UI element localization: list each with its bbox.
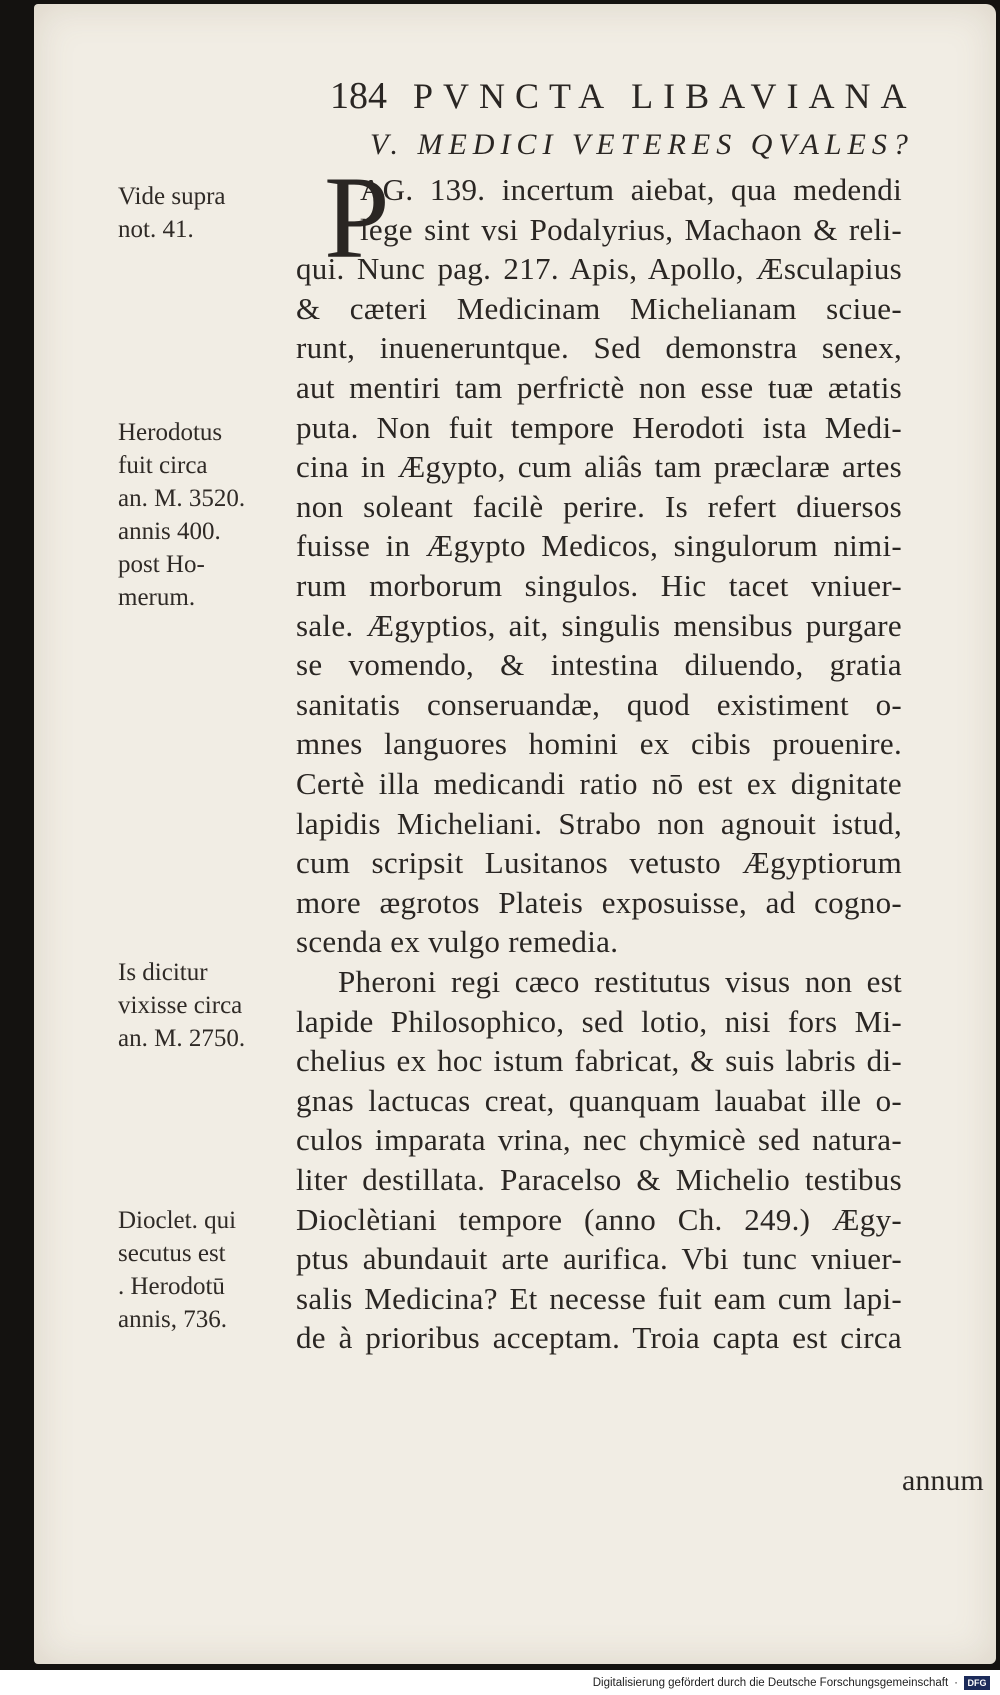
- dfg-logo: DFG: [964, 1676, 990, 1690]
- body-line: Pheroni regi cæco restitutus visus non est: [338, 964, 902, 999]
- book-page: [34, 4, 996, 1664]
- body-line: rum morborum singulos. Hic tacet vniuer-: [296, 568, 902, 603]
- body-line: Certè illa medicandi ratio nō est ex dignitate: [296, 766, 902, 801]
- margin-note-line: not. 41.: [118, 216, 194, 243]
- body-line: ptus abundauit arte aurifica. Vbi tunc vniuer-: [296, 1241, 902, 1277]
- body-line: puta. Non fuit tempore Herodoti ista Medi-: [296, 409, 902, 445]
- margin-note: [118, 416, 278, 614]
- body-line: lapidis Micheliani. Strabo non agnouit istud,: [296, 805, 902, 841]
- margin-note-line: . Herodotū: [118, 1273, 225, 1300]
- body-line: sale. Ægyptios, ait, singulis mensibus purgare: [296, 607, 902, 643]
- margin-note-line: secutus est: [118, 1240, 226, 1267]
- margin-note-line: vixisse circa: [118, 992, 243, 1019]
- body-line: se vomendo, & intestina diluendo, gratia: [296, 647, 902, 683]
- digitization-credit: Digitalisierung gefördert durch die Deutsche Forschungsgemeinschaft · DFG: [0, 1672, 990, 1694]
- margin-note-line: fuit circa: [118, 452, 208, 479]
- body-line: more ægrotos Plateis exposuisse, ad cogno-: [296, 884, 902, 920]
- margin-note-line: an. M. 2750.: [118, 1025, 246, 1052]
- body-line: de à prioribus acceptam. Troia capta est circa: [296, 1320, 902, 1356]
- body-line: non soleant facilè perire. Is refert diuersos: [296, 488, 902, 524]
- running-head: [330, 74, 930, 126]
- body-line: fuisse in Ægypto Medicos, singulorum nimi-: [296, 528, 902, 564]
- margin-note-line: annis 400.: [118, 518, 221, 545]
- body-line: AG. 139. incertum aiebat, qua medendi: [360, 172, 902, 207]
- body-line: chelius ex hoc istum fabricat, & suis labris di-: [296, 1043, 902, 1079]
- page-number: 184: [330, 75, 387, 117]
- margin-note-line: Dioclet. qui: [118, 1207, 237, 1234]
- margin-note-line: an. M. 3520.: [118, 485, 246, 512]
- body-line: scenda ex vulgo remedia.: [296, 924, 619, 960]
- margin-note: [118, 180, 278, 246]
- margin-note-line: Vide supra: [118, 183, 226, 210]
- body-line: gnas lactucas creat, quanquam lauabat ille o-: [296, 1082, 902, 1118]
- body-line: runt, inueneruntque. Sed demonstra senex,: [296, 330, 902, 366]
- body-line: lege sint vsi Podalyrius, Machaon & reli-: [360, 211, 902, 247]
- body-line: liter destillata. Paracelso & Michelio testibus: [296, 1162, 902, 1197]
- margin-note: [118, 1204, 278, 1336]
- drop-cap: P: [324, 152, 390, 283]
- running-title: PVNCTA LIBAVIANA: [413, 76, 917, 116]
- body-line: cina in Ægypto, cum aliâs tam præclaræ artes: [296, 449, 902, 485]
- credit-text: Digitalisierung gefördert durch die Deutsche Forschungsgemeinschaft: [592, 1677, 949, 1689]
- body-line: lapide Philosophico, sed lotio, nisi fors Mi-: [296, 1003, 902, 1039]
- body-line: mnes languores homini ex cibis prouenire.: [296, 726, 902, 762]
- body-line: qui. Nunc pag. 217. Apis, Apollo, Æsculapius: [296, 251, 902, 287]
- margin-note-line: annis, 736.: [118, 1306, 228, 1333]
- margin-note-line: Herodotus: [118, 419, 223, 446]
- body-line: Dioclètiani tempore (anno Ch. 249.) Ægy-: [296, 1201, 902, 1237]
- margin-note-line: post Ho-: [118, 551, 205, 578]
- catchword: annum: [902, 1464, 984, 1497]
- margin-note: [118, 956, 278, 1055]
- body-line: cum scripsit Lusitanos vetusto Ægyptiorum: [296, 845, 902, 881]
- section-title: V. MEDICI VETERES QVALES?: [370, 128, 914, 161]
- body-line: sanitatis conseruandæ, quod existiment o-: [296, 686, 902, 722]
- body-line: aut mentiri tam perfrictè non esse tuæ ætatis: [296, 370, 902, 405]
- margin-note-line: merum.: [118, 584, 196, 611]
- body-line: culos imparata vrina, nec chymicè sed natura-: [296, 1122, 902, 1158]
- body-line: salis Medicina? Et necesse fuit eam cum lapi-: [296, 1280, 902, 1316]
- body-line: & cæteri Medicinam Michelianam sciue-: [296, 290, 902, 326]
- margin-note-line: Is dicitur: [118, 959, 208, 986]
